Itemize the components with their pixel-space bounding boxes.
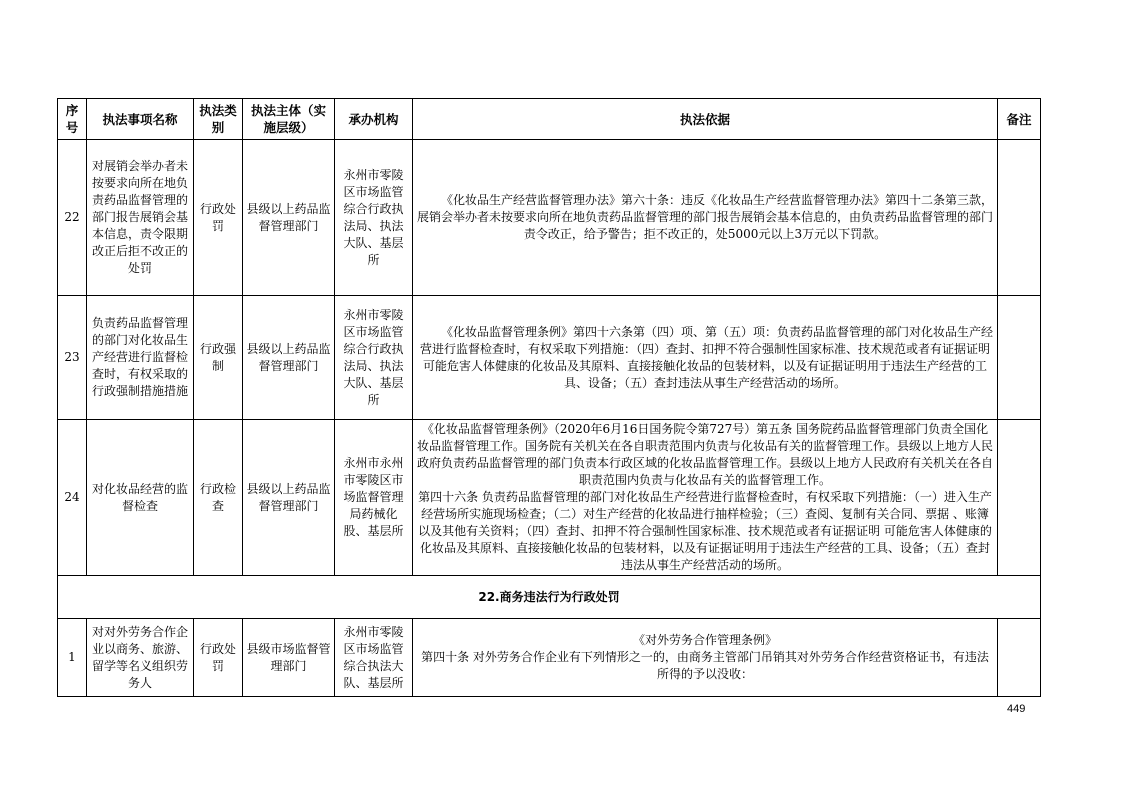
section-row [58,576,1041,619]
header-no: 序号 [58,99,87,140]
cell-no: 22 [58,140,87,296]
enforcement-table [57,98,1041,697]
header-remark: 备注 [998,99,1041,140]
cell-remark [998,140,1041,296]
cell-org: 永州市零陵区市场监管综合行政执法局、执法大队、基层所 [335,140,413,296]
cell-subject: 县级市场监督管理部门 [243,619,335,697]
cell-org: 永州市永州市零陵区市场监督管理局药械化股、基层所 [335,420,413,576]
cell-subject: 县级以上药品监督管理部门 [243,140,335,296]
basis-paragraph: 第四十六条 负责药品监督管理的部门对化妆品生产经营进行监督检查时，有权采取下列措施：（一）进入生产经营场所实施现场检查；（二）对生产经营的化妆品进行抽样检验；（三）查阅、复制有关合同、票据 、账簿以及其他有关资料；（四）查封、扣押不符合强制性国家标准、技术规范或者有证据证明 可能危害人体健康的化妆品及其原料、直接接触化妆品的包装材料，以及有证据证明用于违法生产经营的工具、设备；（五）查封违法从事生产经营活动的场所。 [418,490,992,572]
table-row [58,420,1041,576]
cell-basis [413,619,998,697]
basis-paragraph: 《化妆品监督管理条例》第四十六条第（四）项、第（五）项：负责药品监督管理的部门对化妆品生产经营进行监督检查时，有权采取下列措施：（四）查封、扣押不符合强制性国家标准、技术规范或者有证据证明可能危害人体健康的化妆品及其原料、直接接触化妆品的包装材料，以及有证据证明用于违法生产经营的工具、设备；（五）查封违法从事生产经营活动的场所。 [419,324,993,390]
cell-no: 1 [58,619,87,697]
basis-paragraph: 《对外劳务合作管理条例》 [632,633,777,647]
cell-category: 行政检查 [194,420,243,576]
basis-paragraph: 《化妆品监督管理条例》（2020年6月16日国务院令第727号）第五条 国务院药品监督管理部门负责全国化妆品监督管理工作。国务院有关机关在各自职责范围内负责与化妆品有关的监督管理工作。县级以上地方人民政府负责药品监督管理的部门负责本行政区域的化妆品监督管理工作。县级以上地方人民政府有关机关在各自职责范围内负责与化妆品有关的监督管理工作。 [416,422,993,487]
basis-paragraph: 《化妆品生产经营监督管理办法》第六十条：违反《化妆品生产经营监督管理办法》第四十二条第三款，展销会举办者未按要求向所在地负责药品监督管理的部门报告展销会基本信息的，由负责药品监督管理的部门责令改正，给予警告；拒不改正的，处5000元以上3万元以下罚款。 [416,193,993,241]
cell-remark [998,296,1041,420]
cell-org: 永州市零陵区市场监管综合行政执法局、执法大队、基层所 [335,296,413,420]
cell-category: 行政强制 [194,296,243,420]
section-title: 22.商务违法行为行政处罚 [58,576,1041,619]
header-category: 执法类别 [194,99,243,140]
header-basis: 执法依据 [413,99,998,140]
cell-name: 对化妆品经营的监督检查 [87,420,194,576]
cell-basis [413,420,998,576]
cell-remark [998,420,1041,576]
cell-basis [413,140,998,296]
cell-category: 行政处罚 [194,140,243,296]
header-name: 执法事项名称 [87,99,194,140]
page-number: 449 [1007,703,1026,715]
cell-org: 永州市零陵区市场监管综合执法大队、基层所 [335,619,413,697]
cell-no: 24 [58,420,87,576]
cell-name: 对展销会举办者未按要求向所在地负责药品监督管理的部门报告展销会基本信息，责令限期改正后拒不改正的处罚 [87,140,194,296]
table-row [58,140,1041,296]
cell-remark [998,619,1041,697]
header-subject: 执法主体（实施层级） [243,99,335,140]
cell-no: 23 [58,296,87,420]
basis-paragraph: 第四十条 对外劳务合作企业有下列情形之一的，由商务主管部门吊销其对外劳务合作经营资格证书，有违法所得的予以没收： [421,650,989,681]
table-row [58,296,1041,420]
cell-subject: 县级以上药品监督管理部门 [243,420,335,576]
cell-basis [413,296,998,420]
header-row [58,99,1041,140]
header-org: 承办机构 [335,99,413,140]
table-row [58,619,1041,697]
cell-category: 行政处罚 [194,619,243,697]
cell-name: 负责药品监督管理的部门对化妆品生产经营进行监督检查时，有权采取的行政强制措施措施 [87,296,194,420]
cell-name: 对对外劳务合作企业以商务、旅游、留学等名义组织劳务人 [87,619,194,697]
cell-subject: 县级以上药品监督管理部门 [243,296,335,420]
